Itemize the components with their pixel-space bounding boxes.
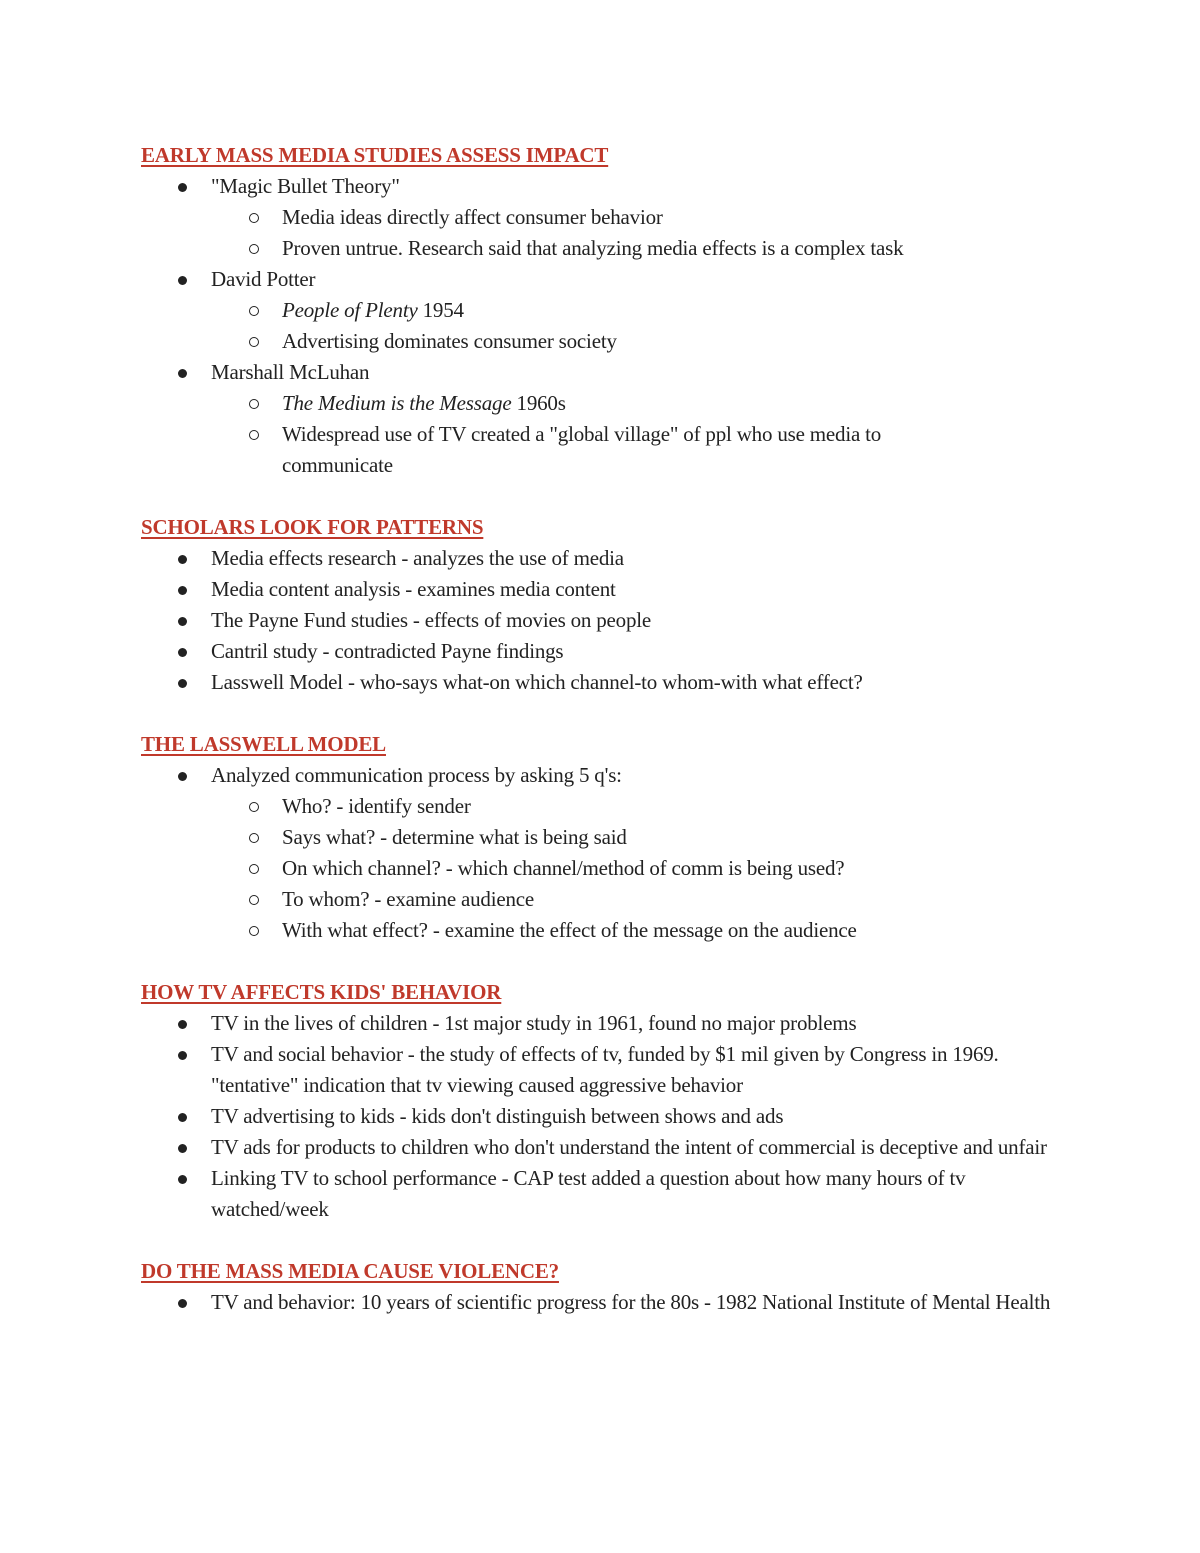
sub-list-item: Advertising dominates consumer society: [0, 326, 982, 357]
sub-list-item: To whom? - examine audience: [0, 884, 982, 915]
sub-list-item: Proven untrue. Research said that analyzing media effects is a complex task: [0, 233, 982, 264]
section-early-mass-media: [0, 140, 1200, 481]
sub-list-item: [0, 295, 982, 326]
section-scholars-patterns: [0, 512, 1200, 698]
list-item: TV advertising to kids - kids don't distinguish between shows and ads: [0, 1101, 1061, 1132]
section-heading: THE LASSWELL MODEL: [141, 732, 386, 756]
bullet-list: [0, 171, 1200, 481]
section-heading: SCHOLARS LOOK FOR PATTERNS: [141, 515, 484, 539]
book-year: 1960s: [511, 391, 566, 415]
sub-list-item: With what effect? - examine the effect of the message on the audience: [0, 915, 982, 946]
sub-list-item: Media ideas directly affect consumer behavior: [0, 202, 982, 233]
list-item: Linking TV to school performance - CAP test added a question about how many hours of tv watched/week: [0, 1163, 1061, 1225]
list-item: TV and behavior: 10 years of scientific progress for the 80s - 1982 National Institute of Mental Health: [0, 1287, 1061, 1318]
sub-list-item: Says what? - determine what is being said: [0, 822, 982, 853]
book-year: 1954: [417, 298, 464, 322]
section-heading: HOW TV AFFECTS KIDS' BEHAVIOR: [141, 980, 502, 1004]
section-tv-kids-behavior: [0, 977, 1200, 1225]
list-item: Cantril study - contradicted Payne findings: [0, 636, 1061, 667]
book-title: The Medium is the Message: [282, 391, 512, 415]
section-heading: EARLY MASS MEDIA STUDIES ASSESS IMPACT: [141, 143, 609, 167]
list-item: Marshall McLuhan: [0, 357, 1061, 388]
sub-list-item: Widespread use of TV created a "global village" of ppl who use media to communicate: [0, 419, 982, 481]
list-item: Media content analysis - examines media content: [0, 574, 1061, 605]
book-title: People of Plenty: [282, 298, 418, 322]
list-item: David Potter: [0, 264, 1061, 295]
section-heading: DO THE MASS MEDIA CAUSE VIOLENCE?: [141, 1259, 559, 1283]
list-item: "Magic Bullet Theory": [0, 171, 1061, 202]
bullet-list: [0, 760, 1200, 946]
section-media-violence: [0, 1256, 1200, 1318]
sub-list-item: Who? - identify sender: [0, 791, 982, 822]
bullet-list: [0, 1008, 1200, 1225]
list-item: TV in the lives of children - 1st major study in 1961, found no major problems: [0, 1008, 1061, 1039]
list-item: Lasswell Model - who-says what-on which channel-to whom-with what effect?: [0, 667, 1061, 698]
bullet-list: [0, 543, 1200, 698]
sub-list-item: On which channel? - which channel/method of comm is being used?: [0, 853, 982, 884]
list-item: The Payne Fund studies - effects of movies on people: [0, 605, 1061, 636]
bullet-list: [0, 1287, 1200, 1318]
list-item: Analyzed communication process by asking 5 q's:: [0, 760, 1061, 791]
list-item: TV and social behavior - the study of effects of tv, funded by $1 mil given by Congress in 1969. "tentative" indication that tv viewing caused aggressive behavior: [0, 1039, 1061, 1101]
list-item: TV ads for products to children who don't understand the intent of commercial is deceptive and unfair: [0, 1132, 1061, 1163]
section-lasswell-model: [0, 729, 1200, 946]
sub-list-item: [0, 388, 982, 419]
list-item: Media effects research - analyzes the use of media: [0, 543, 1061, 574]
